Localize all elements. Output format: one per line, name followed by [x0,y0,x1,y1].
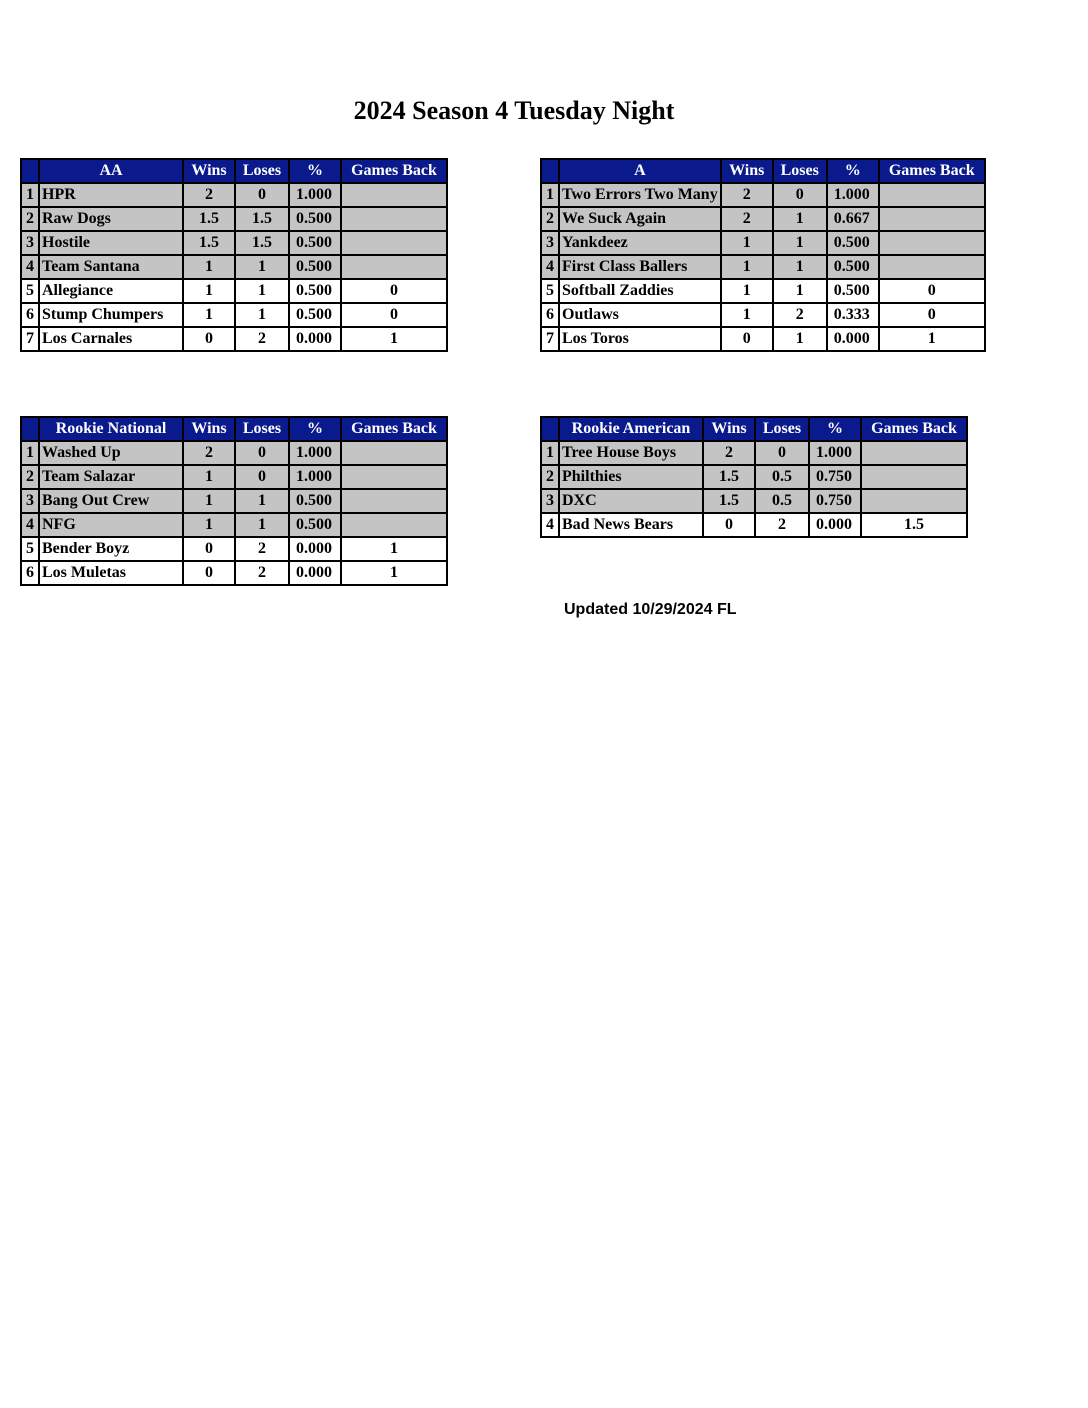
rank-cell: 5 [21,279,39,303]
team-name-cell: Yankdeez [559,231,721,255]
table-row [21,489,447,513]
pct-cell: 1.000 [289,465,341,489]
pct-cell: 0.667 [827,207,879,231]
standings-table-a [540,158,986,352]
pct-cell: 0.333 [827,303,879,327]
loses-cell: 1 [235,489,289,513]
rank-cell: 5 [541,279,559,303]
loses-cell: 2 [235,561,289,585]
rank-cell: 5 [21,537,39,561]
table-row [21,303,447,327]
rank-header [21,159,39,183]
wins-cell: 2 [183,441,235,465]
wins-header: Wins [183,417,235,441]
rank-cell: 2 [21,207,39,231]
table-row [21,327,447,351]
wins-cell: 1 [721,279,773,303]
rank-cell: 4 [21,513,39,537]
wins-cell: 1.5 [703,489,755,513]
team-name-cell: Los Muletas [39,561,183,585]
team-name-cell: Outlaws [559,303,721,327]
games-back-cell [861,489,967,513]
wins-cell: 2 [721,207,773,231]
rank-cell: 1 [21,441,39,465]
loses-cell: 2 [235,537,289,561]
rank-cell: 4 [21,255,39,279]
loses-cell: 1 [235,303,289,327]
wins-cell: 0 [721,327,773,351]
team-name-cell: Bad News Bears [559,513,703,537]
loses-cell: 1 [773,327,827,351]
team-name-cell: Two Errors Two Many [559,183,721,207]
wins-cell: 1 [183,255,235,279]
loses-cell: 1 [773,231,827,255]
wins-cell: 1 [183,303,235,327]
table-row [21,231,447,255]
rank-cell: 7 [541,327,559,351]
games-back-cell [341,489,447,513]
table-row [541,327,985,351]
loses-cell: 1 [235,513,289,537]
loses-cell: 1.5 [235,207,289,231]
games-back-cell: 1 [341,537,447,561]
games-back-cell: 1 [341,327,447,351]
standings-table-rookie-national [20,416,448,586]
rank-cell: 6 [541,303,559,327]
team-name-cell: Stump Chumpers [39,303,183,327]
table-row [541,255,985,279]
wins-cell: 2 [703,441,755,465]
loses-header: Loses [235,159,289,183]
rank-cell: 3 [21,231,39,255]
loses-cell: 1.5 [235,231,289,255]
table-row [541,183,985,207]
wins-cell: 0 [183,561,235,585]
header-row [21,159,447,183]
rank-cell: 1 [21,183,39,207]
wins-cell: 1 [721,255,773,279]
pct-cell: 0.750 [809,489,861,513]
rank-cell: 2 [541,207,559,231]
team-name-cell: Los Carnales [39,327,183,351]
table-row [541,279,985,303]
table-row [21,537,447,561]
team-name-cell: HPR [39,183,183,207]
pct-header: % [289,417,341,441]
team-name-cell: DXC [559,489,703,513]
team-name-cell: Philthies [559,465,703,489]
loses-cell: 1 [773,255,827,279]
loses-cell: 2 [773,303,827,327]
rank-cell: 7 [21,327,39,351]
games-back-cell [341,231,447,255]
rank-cell: 1 [541,183,559,207]
table-row [21,183,447,207]
games-back-cell [879,207,985,231]
wins-cell: 1.5 [703,465,755,489]
rank-cell: 1 [541,441,559,465]
table-row [541,489,967,513]
games-back-cell: 0 [879,279,985,303]
division-name-header: AA [39,159,183,183]
games-back-cell: 0 [341,303,447,327]
pct-cell: 0.750 [809,465,861,489]
loses-header: Loses [773,159,827,183]
loses-cell: 0 [755,441,809,465]
games-back-cell [341,441,447,465]
team-name-cell: Softball Zaddies [559,279,721,303]
pct-cell: 0.500 [289,255,341,279]
loses-cell: 1 [235,255,289,279]
team-name-cell: Allegiance [39,279,183,303]
division-name-header: Rookie National [39,417,183,441]
rank-cell: 2 [541,465,559,489]
games-back-cell [341,207,447,231]
wins-cell: 1 [183,465,235,489]
team-name-cell: We Suck Again [559,207,721,231]
pct-header: % [289,159,341,183]
rank-cell: 6 [21,303,39,327]
table-row [541,303,985,327]
pct-cell: 1.000 [289,183,341,207]
table-row [541,513,967,537]
team-name-cell: NFG [39,513,183,537]
games-back-cell: 0 [341,279,447,303]
rank-cell: 2 [21,465,39,489]
table-row [21,465,447,489]
rank-cell: 4 [541,513,559,537]
wins-cell: 2 [721,183,773,207]
rank-cell: 3 [21,489,39,513]
games-back-cell [341,255,447,279]
pct-cell: 0.500 [289,303,341,327]
loses-cell: 0 [773,183,827,207]
wins-cell: 1.5 [183,207,235,231]
pct-cell: 0.000 [289,537,341,561]
header-row [541,417,967,441]
team-name-cell: Team Salazar [39,465,183,489]
pct-cell: 0.500 [289,279,341,303]
updated-note: Updated 10/29/2024 FL [564,601,737,618]
wins-cell: 1 [183,489,235,513]
team-name-cell: Washed Up [39,441,183,465]
wins-cell: 1 [721,231,773,255]
table-row [21,441,447,465]
games-back-cell [879,231,985,255]
pct-cell: 0.000 [289,327,341,351]
games-back-cell [861,441,967,465]
loses-cell: 1 [235,279,289,303]
wins-cell: 2 [183,183,235,207]
games-back-cell [341,465,447,489]
table-row [21,279,447,303]
loses-cell: 0 [235,183,289,207]
rank-cell: 4 [541,255,559,279]
pct-cell: 0.500 [289,231,341,255]
loses-cell: 0.5 [755,465,809,489]
games-back-cell [341,513,447,537]
wins-header: Wins [703,417,755,441]
games-back-cell [879,255,985,279]
games-back-cell [861,465,967,489]
wins-cell: 0 [183,537,235,561]
pct-cell: 0.500 [827,255,879,279]
table-row [541,207,985,231]
rank-cell: 3 [541,231,559,255]
loses-cell: 0 [235,441,289,465]
loses-cell: 1 [773,207,827,231]
team-name-cell: Bender Boyz [39,537,183,561]
pct-cell: 0.000 [289,561,341,585]
wins-cell: 1.5 [183,231,235,255]
loses-cell: 2 [235,327,289,351]
table-row [541,441,967,465]
team-name-cell: Tree House Boys [559,441,703,465]
rank-cell: 3 [541,489,559,513]
loses-cell: 2 [755,513,809,537]
pct-cell: 0.000 [809,513,861,537]
pct-header: % [809,417,861,441]
wins-cell: 0 [183,327,235,351]
games-back-cell: 1 [879,327,985,351]
table-row [21,561,447,585]
team-name-cell: Los Toros [559,327,721,351]
games-back-header: Games Back [341,417,447,441]
table-row [21,513,447,537]
table-row [21,255,447,279]
pct-cell: 0.500 [289,489,341,513]
header-row [21,417,447,441]
team-name-cell: Hostile [39,231,183,255]
pct-cell: 1.000 [809,441,861,465]
rank-header [21,417,39,441]
loses-cell: 1 [773,279,827,303]
table-row [541,231,985,255]
standings-table-rookie-american [540,416,968,538]
team-name-cell: First Class Ballers [559,255,721,279]
pct-cell: 1.000 [289,441,341,465]
wins-cell: 0 [703,513,755,537]
games-back-header: Games Back [861,417,967,441]
rank-header [541,159,559,183]
standings-table-aa [20,158,448,352]
games-back-cell: 1.5 [861,513,967,537]
loses-header: Loses [755,417,809,441]
games-back-header: Games Back [341,159,447,183]
loses-header: Loses [235,417,289,441]
pct-cell: 0.500 [827,279,879,303]
pct-cell: 0.000 [827,327,879,351]
games-back-cell [879,183,985,207]
page-title: 2024 Season 4 Tuesday Night [353,96,675,125]
pct-header: % [827,159,879,183]
pct-cell: 0.500 [289,513,341,537]
rank-cell: 6 [21,561,39,585]
games-back-cell [341,183,447,207]
header-row [541,159,985,183]
wins-cell: 1 [183,279,235,303]
wins-header: Wins [183,159,235,183]
table-row [541,465,967,489]
table-row [21,207,447,231]
team-name-cell: Team Santana [39,255,183,279]
pct-cell: 0.500 [827,231,879,255]
pct-cell: 0.500 [289,207,341,231]
team-name-cell: Raw Dogs [39,207,183,231]
games-back-header: Games Back [879,159,985,183]
division-name-header: A [559,159,721,183]
rank-header [541,417,559,441]
games-back-cell: 1 [341,561,447,585]
wins-cell: 1 [183,513,235,537]
wins-header: Wins [721,159,773,183]
games-back-cell: 0 [879,303,985,327]
team-name-cell: Bang Out Crew [39,489,183,513]
loses-cell: 0 [235,465,289,489]
loses-cell: 0.5 [755,489,809,513]
pct-cell: 1.000 [827,183,879,207]
division-name-header: Rookie American [559,417,703,441]
wins-cell: 1 [721,303,773,327]
